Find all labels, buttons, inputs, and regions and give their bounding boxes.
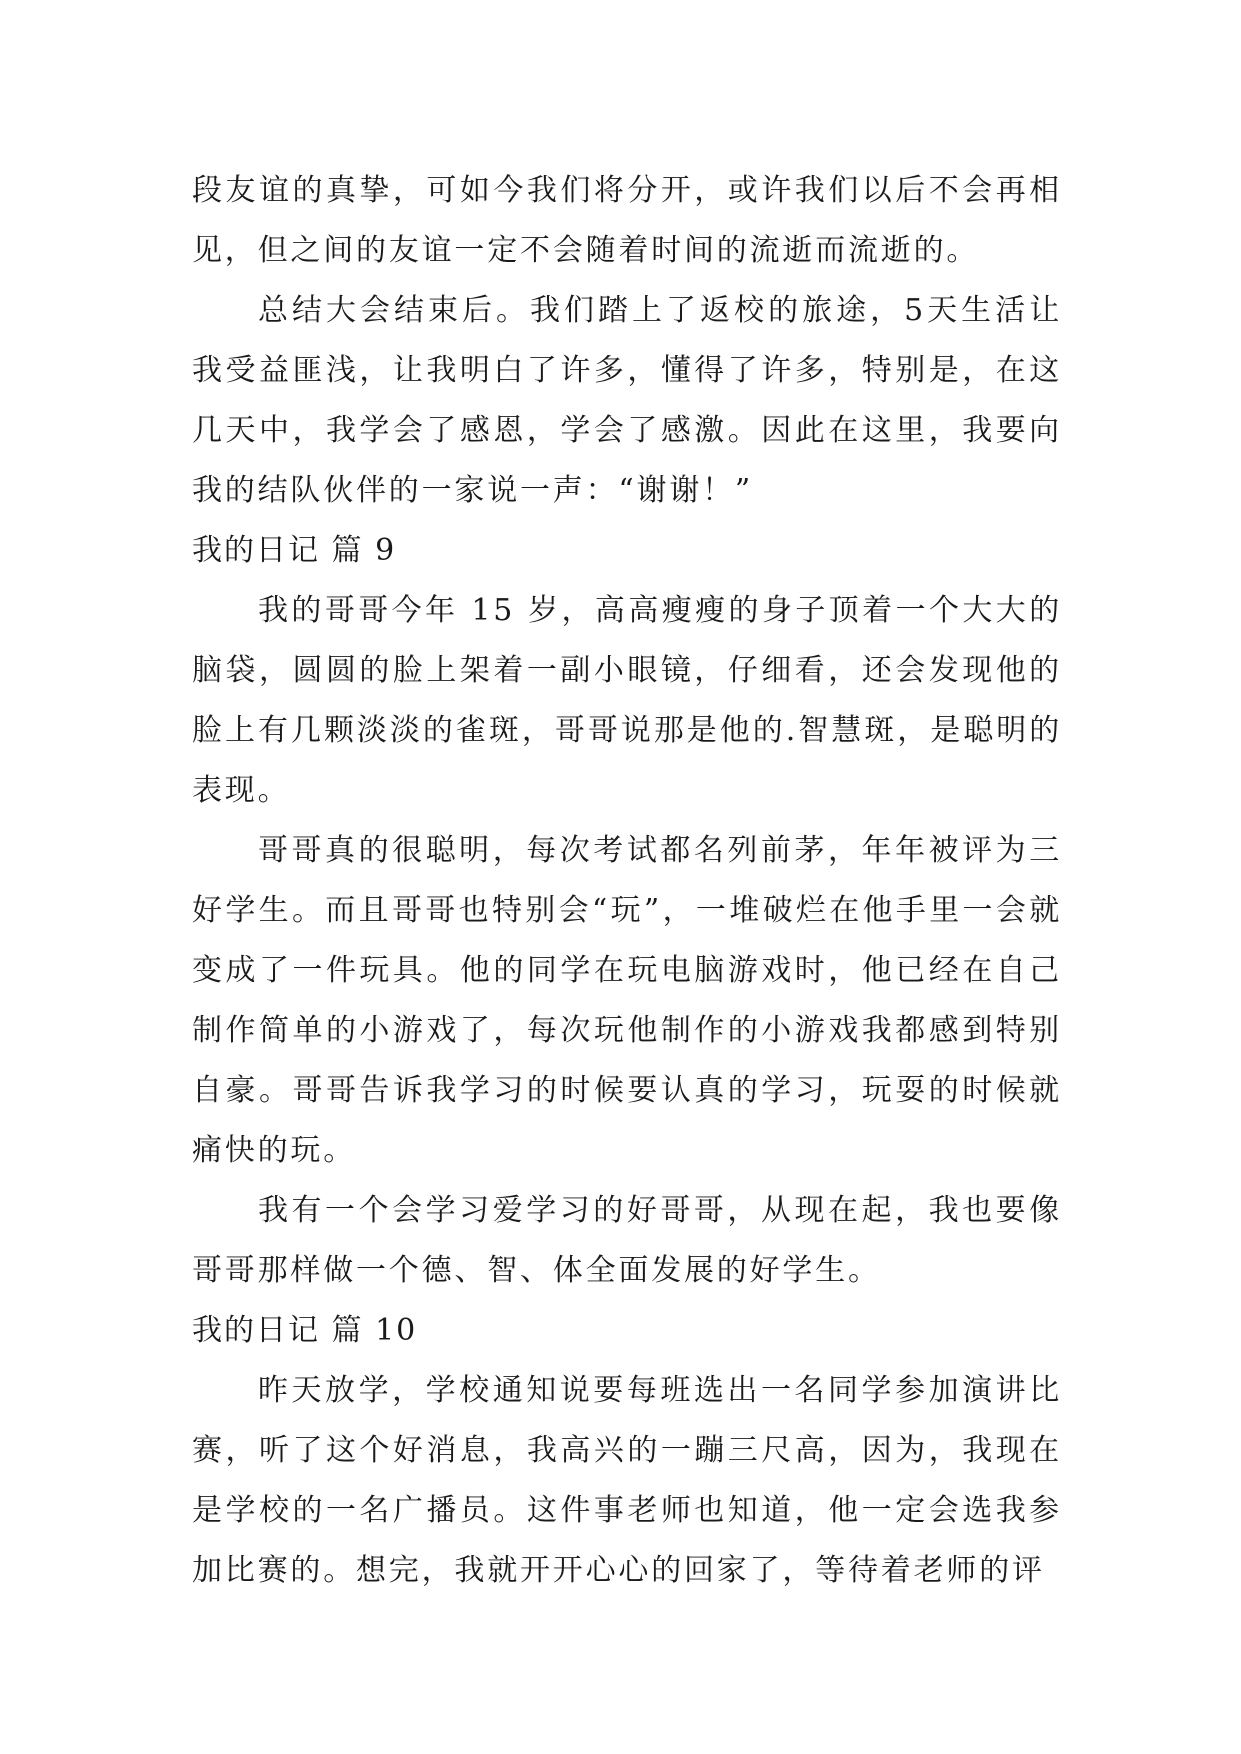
- section-title-9: 我的日记 篇 9: [192, 533, 397, 568]
- paragraph: 我的哥哥今年 15 岁，高高瘦瘦的身子顶着一个大大的脑袋，圆圆的脸上架着一副小眼镜，仔细看，还会发现他的脸上有几颗淡淡的雀斑，哥哥说那是他的.智慧斑，是聪明的表现。: [192, 593, 1062, 808]
- paragraph: 昨天放学，学校通知说要每班选出一名同学参加演讲比赛，听了这个好消息，我高兴的一蹦三尺高，因为，我现在是学校的一名广播员。这件事老师也知道，他一定会选我参加比赛的。想完，我就开开心心的回家了，等待着老师的评: [192, 1373, 1062, 1588]
- paragraph: 我有一个会学习爱学习的好哥哥，从现在起，我也要像哥哥那样做一个德、智、体全面发展的好学生。: [192, 1193, 1062, 1288]
- document-body: [192, 161, 1062, 1601]
- paragraph: 哥哥真的很聪明，每次考试都名列前茅，年年被评为三好学生。而且哥哥也特别会“玩”，一堆破烂在他手里一会就变成了一件玩具。他的同学在玩电脑游戏时，他已经在自己制作简单的小游戏了，每次玩他制作的小游戏我都感到特别自豪。哥哥告诉我学习的时候要认真的学习，玩耍的时候就痛快的玩。: [192, 833, 1062, 1168]
- paragraph: 总结大会结束后。我们踏上了返校的旅途，5天生活让我受益匪浅，让我明白了许多，懂得了许多，特别是，在这几天中，我学会了感恩，学会了感激。因此在这里，我要向我的结队伙伴的一家说一声：“谢谢！”: [192, 293, 1062, 508]
- paragraph-continued: 段友谊的真挚，可如今我们将分开，或许我们以后不会再相见，但之间的友谊一定不会随着时间的流逝而流逝的。: [192, 173, 1062, 268]
- section-title-10: 我的日记 篇 10: [192, 1313, 418, 1348]
